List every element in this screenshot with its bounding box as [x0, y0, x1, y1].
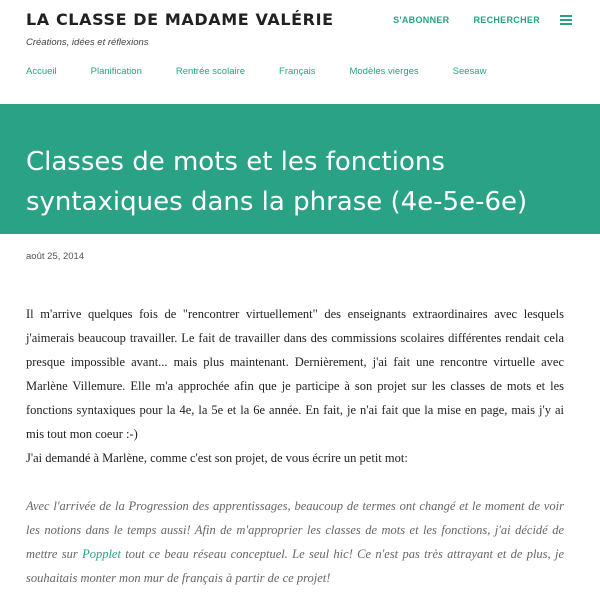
- nav-item-francais[interactable]: Français: [279, 66, 316, 77]
- nav-item-rentree-scolaire[interactable]: Rentrée scolaire: [175, 66, 246, 77]
- post-quote: [26, 494, 564, 590]
- popplet-link[interactable]: Popplet: [82, 547, 121, 561]
- subscribe-button[interactable]: S'ABONNER: [393, 15, 450, 25]
- hamburger-menu-icon[interactable]: [560, 15, 572, 25]
- site-subtitle: Créations, idées et réflexions: [26, 37, 149, 48]
- post-title: Classes de mots et les fonctions syntaxiques dans la phrase (4e-5e-6e): [26, 147, 528, 217]
- quote-text: Avec l'arrivée de la Progression des apprentissages, beaucoup de termes ont changé et le moment de voir les notions dans le temps aussi! Afin de m'approprier les classes de mots et les fonctions, j'ai décidé de mettre sur: [26, 499, 564, 561]
- top-actions: [369, 15, 572, 25]
- site-header: [0, 0, 600, 104]
- post-paragraph: Il m'arrive quelques fois de "rencontrer virtuellement" des enseignants extraordinaires avec lesquels j'aimerais beaucoup travailler. Le fait de travailler dans des commissions scolaires différentes rendait cela presque impossible avant... mais plus maintenant. Dernièrement, j'ai fait une rencontre virtuelle avec Marlène Villemure. Elle m'a approchée afin que je participe à son projet sur les classes de mots et les fonctions syntaxiques pour la 4e, la 5e et la 6e année. En fait, je n'ai fait que la mise en page, mais j'y ai mis tout mon coeur :-): [26, 307, 564, 441]
- site-title[interactable]: LA CLASSE DE MADAME VALÉRIE: [26, 10, 334, 29]
- nav-item-accueil[interactable]: Accueil: [26, 66, 57, 77]
- post-date[interactable]: août 25, 2014: [26, 251, 85, 262]
- nav-item-planification[interactable]: Planification: [90, 66, 142, 77]
- main-nav: [26, 66, 520, 77]
- post-paragraph: J'ai demandé à Marlène, comme c'est son projet, de vous écrire un petit mot:: [26, 451, 408, 465]
- search-button[interactable]: RECHERCHER: [473, 15, 540, 25]
- quote-text: tout ce beau réseau conceptuel. Le seul hic! Ce n'est pas très attrayant et de plus, je souhaitais monter mon mur de français à partir de ce projet!: [26, 547, 564, 585]
- nav-item-seesaw[interactable]: Seesaw: [452, 66, 487, 77]
- post-body: [26, 302, 564, 590]
- nav-item-modeles-vierges[interactable]: Modèles vierges: [349, 66, 419, 77]
